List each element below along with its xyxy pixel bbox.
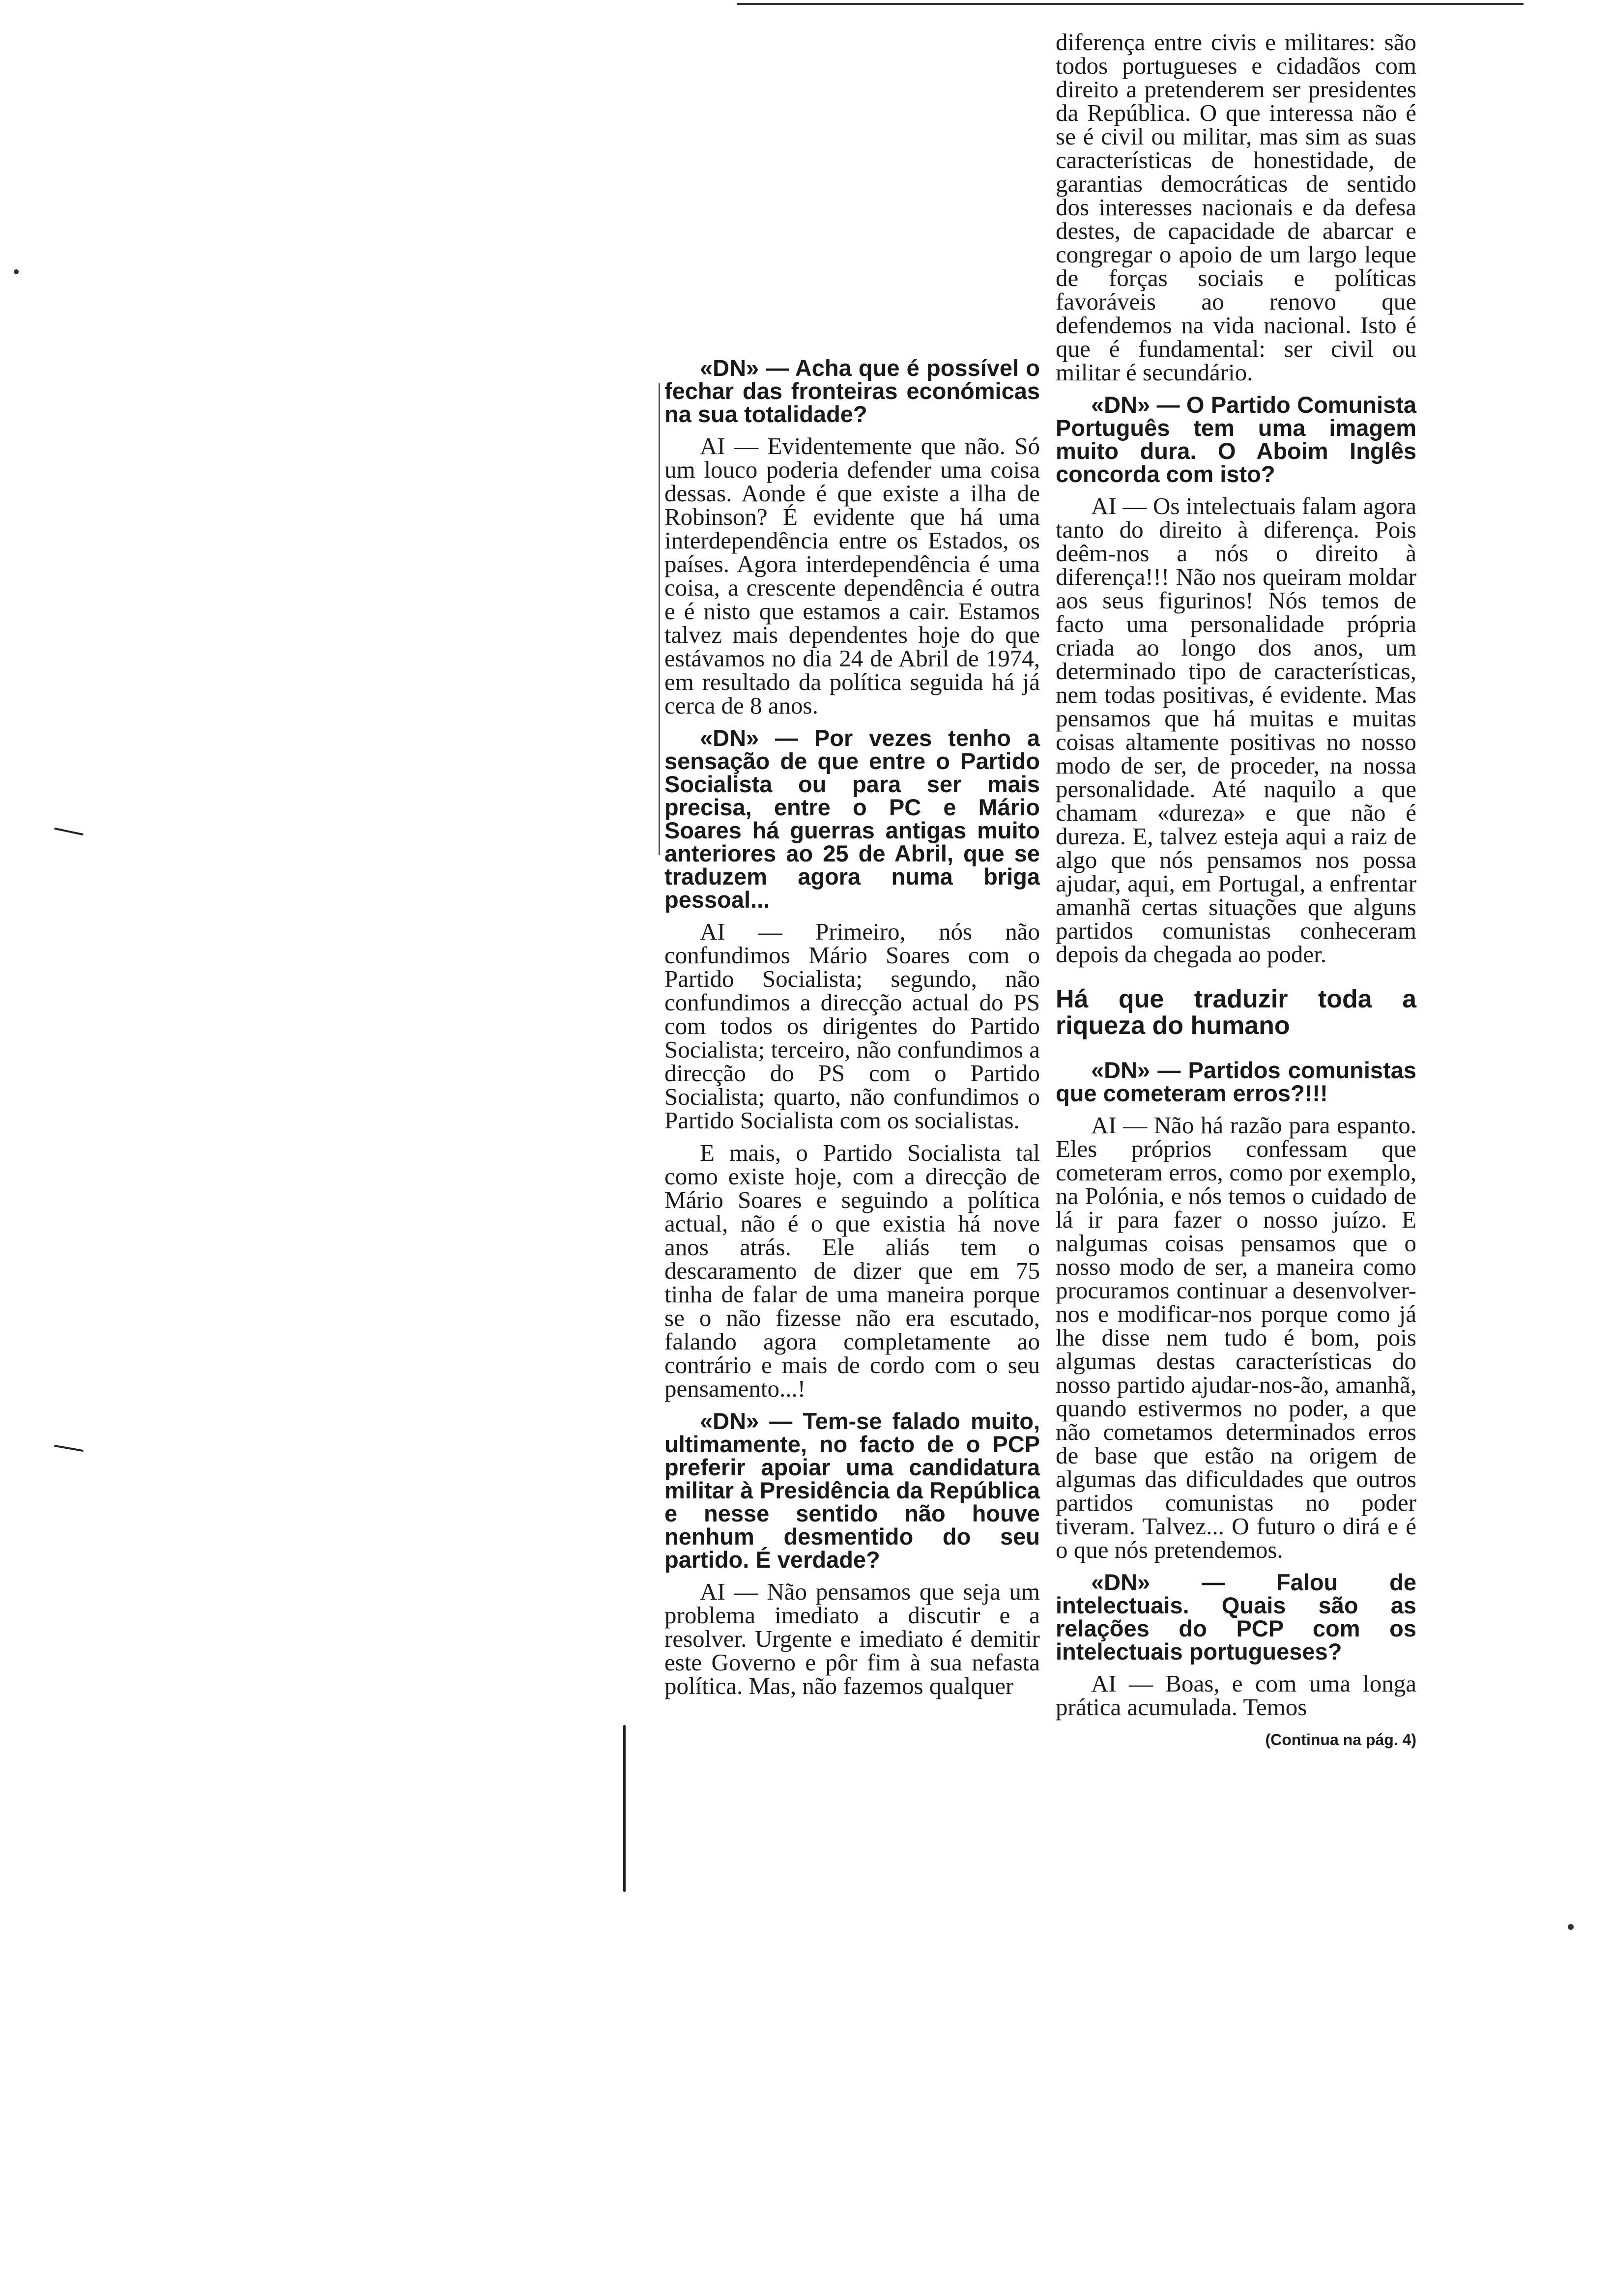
interview-answer: AI — Os intelectuais falam agora tanto do direito à diferença. Pois deêm-nos a nós o direito à diferença!!! Não nos queiram moldar aos seus figurinos! Nós temos de facto uma personalidade própria criada ao longo dos anos, um determinado tipo de características, nem todas positivas, é evidente. Mas pensamos que há muitas e muitas coisas altamente positivas no nosso modo de ser, de proceder, na nossa personalidade. Até naquilo a que chamam «dureza» e que não é dureza. E, talvez esteja aqui a raiz de algo que nós pensamos nos possa ajudar, aqui, em Portugal, a enfrentar amanhã certas situações que alguns partidos comunistas conheceram depois da chegada ao poder. [1056,492,1416,968]
interview-answer: AI — Não pensamos que seja um problema imediato a discutir e a resolver. Urgente e imediato é demitir este Governo e pôr fim à sua nefasta política. Mas, não fazemos qualquer [664,1578,1040,1699]
margin-tick-mark [54,828,84,835]
interview-answer: E mais, o Partido Socialista tal como existe hoje, com a direcção de Mário Soares e seguindo a política actual, não é o que existia há nove anos atrás. Ele aliás tem o descaramento de dizer que em 75 tinha de falar de uma maneira porque se o não fizesse não era escutado, falando agora completamente ao contrário e mais de cordo com o seu pensamento...! [664,1139,1040,1402]
interview-question: «DN» — Tem-se falado muito, ultimamente, no facto de o PCP preferir apoiar uma candidatura militar à Presidência da República e nesse sentido não houve nenhum desmentido do seu partido. É verdade? [664,1408,1040,1573]
subheading: Há que traduzir toda a riqueza do humano [1056,985,1416,1040]
article-column-left [664,356,1040,1707]
interview-question: «DN» — Por vezes tenho a sensação de que entre o Partido Socialista ou para ser mais precisa, entre o PC e Mário Soares há guerras antigas muito anteriores ao 25 de Abril, que se traduzem agora numa briga pessoal... [664,725,1040,913]
interview-question: «DN» — Falou de intelectuais. Quais são as relações do PCP com os intelectuais portugueses? [1056,1569,1416,1665]
column-margin-line [659,383,660,855]
margin-bracket-mark [623,1725,626,1892]
scan-speck [1568,1924,1574,1930]
interview-answer: AI — Não há razão para espanto. Eles próprios confessam que cometeram erros, como por exemplo, na Polónia, e nós temos o cuidado de lá ir para fazer o nosso juízo. E nalgumas coisas pensamos que o nosso modo de ser, a maneira como procuramos continuar a desenvolver-nos e modificar-nos porque como já lhe disse nem tudo é bom, pois algumas destas características do nosso partido ajudar-nos-ão, amanhã, quando estivermos no poder, a que não cometamos determinados erros de base que estão na origem de algumas das dificuldades que outros partidos comunistas no poder tiveram. Talvez... O futuro o dirá e é o que nós pretendemos. [1056,1112,1416,1563]
interview-answer: AI — Primeiro, nós não confundimos Mário Soares com o Partido Socialista; segundo, não confundimos a direcção actual do PS com todos os dirigentes do Partido Socialista; terceiro, não confundimos a direcção do PS com o Partido Socialista; quarto, não confundimos o Partido Socialista com os socialistas. [664,918,1040,1134]
margin-tick-mark [54,1445,84,1452]
scan-speck [14,269,19,274]
top-rule [737,3,1524,5]
article-column-right [1056,30,1416,1751]
interview-answer: AI — Evidentemente que não. Só um louco poderia defender uma coisa dessas. Aonde é que existe a ilha de Robinson? É evidente que há uma interdependência entre os Estados, os países. Agora interdependência é uma coisa, a crescente dependência é outra e é nisto que estamos a cair. Estamos talvez mais dependentes hoje do que estávamos no dia 24 de Abril de 1974, em resultado da política seguida há já cerca de 8 anos. [664,432,1040,719]
interview-question: «DN» — Partidos comunistas que cometeram erros?!!! [1056,1057,1416,1106]
continued-paragraph: diferença entre civis e militares: são todos portugueses e cidadãos com direito a pretenderem ser presidentes da República. O que interessa não é se é civil ou militar, mas sim as suas características de honestidade, de garantias democráticas de sentido dos interesses nacionais e da defesa destes, de capacidade de abarcar e congregar o apoio de um largo leque de forças sociais e políticas favoráveis ao renovo que defendemos na vida nacional. Isto é que é fundamental: ser civil ou militar é secundário. [1056,29,1416,386]
interview-question: «DN» — Acha que é possível o fechar das fronteiras económicas na sua totalidade? [664,355,1040,427]
interview-answer: AI — Boas, e com uma longa prática acumulada. Temos [1056,1670,1416,1721]
continued-note: (Continua na pág. 4) [1265,1731,1416,1749]
interview-question: «DN» — O Partido Comunista Português tem uma imagem muito dura. O Aboim Inglês concorda com isto? [1056,392,1416,487]
